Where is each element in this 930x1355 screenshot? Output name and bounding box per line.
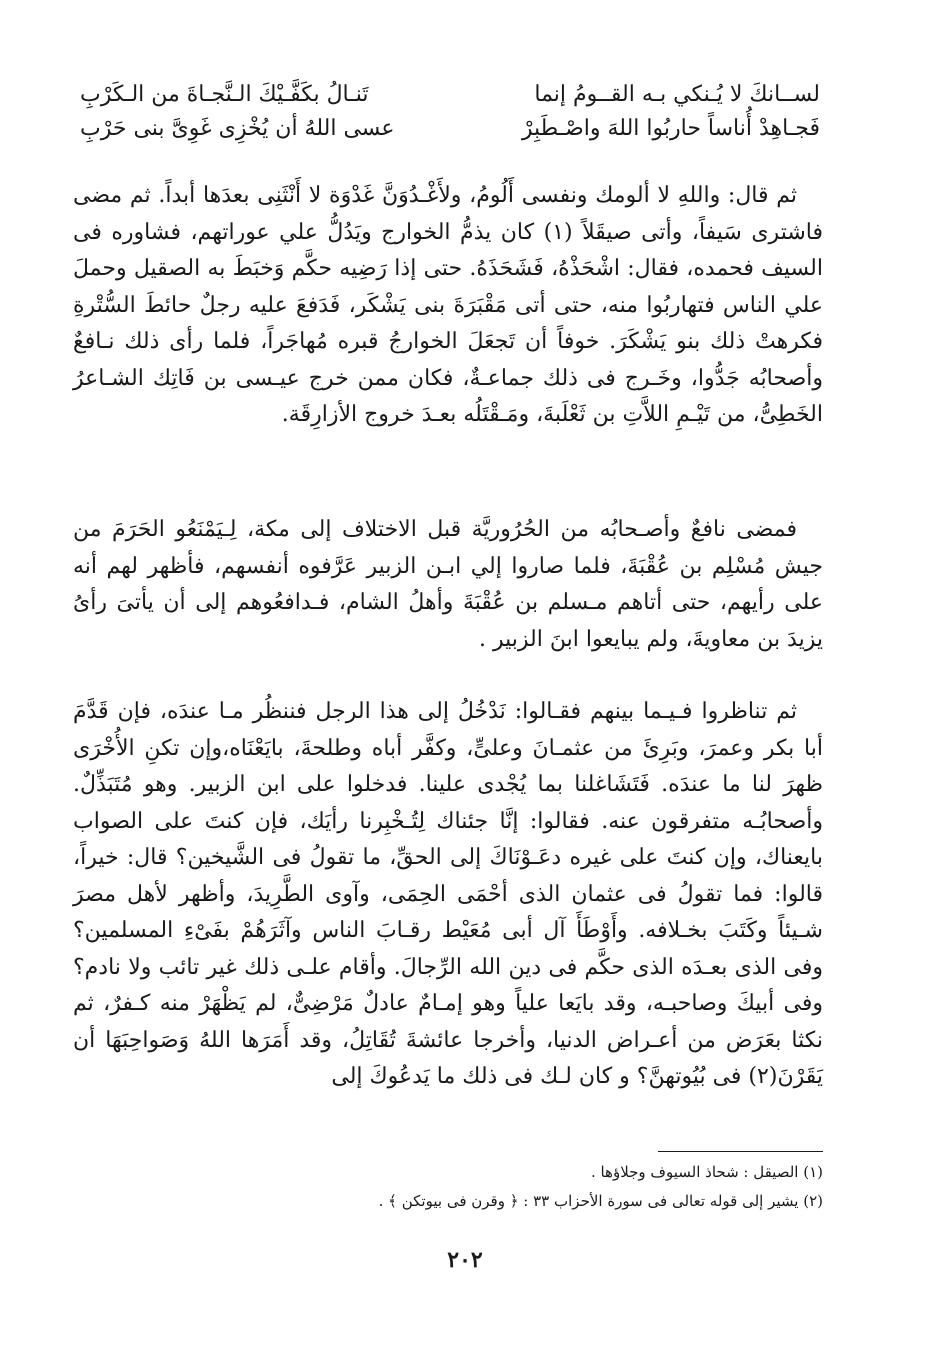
verse-line — [80, 78, 820, 112]
footnote: (٢) يشير إلى قوله تعالى فى سورة الأحزاب ٣٣ : ﴿ وقرن فى بيوتكن ﴾ . — [378, 1192, 823, 1210]
body-paragraph: ثم قال: واللهِ لا ألومك ونفسى أَلُومُ، ولأَغْـدُوَنَّ غَدْوَة لا أَنْثَنِى بعدَها أبداً. ثم مضى فاشترى سَيفاً، وأتى صيقَلاً (١) كان يذمُّ الخوارج ويَدُلُّ علي عوراتهم، فشاوره فى السيف فحمده، فقال: اشْحَذْهُ، فَشَحَذَهُ. حتى إذا رَضِيه حكَّم وَخبَطَ به الصقيل وحملَ علي الناس فتهاربُوا منه، حتى أتى مَقْبَرَةَ بنى يَشْكَر، فَدَفعَ عليه رجلٌ حائطَ السُّتْرةِ فكرهتْ ذلك بنو يَشْكَرَ. خوفاً أن تَجعَلَ الخوارجُ قبره مُهاجَراً، فلما رأى ذلك نـافعٌ وأصحابُه جَدُّوا، وخَـرج فى ذلك جماعـةٌ، فكان ممن خرج عيـسى بن فَاتِك الشـاعرُ الخَطِىُّ، من تَيْـمِ اللاَّتِ بن ثَعْلَبةَ، ومَـقْتَلُه بعـدَ خروج الأزارِقَة. — [73, 183, 823, 427]
body-paragraph: فمضى نافعٌ وأصـحابُه من الحُرُوريَّة قبل الاختلاف إلى مكة، لِـيَمْنَعُو الحَرَمَ من جيش مُسْلِم بن عُقْبَةَ، فلما صاروا إلي ابـن الزبير عَرَّفوه أنفسهم، فأظهر لهم أنه على رأيهم، حتى أتاهم مـسلم بن عُقْبَةَ وأهلُ الشام، فـدافعُوهم إلى أن يأتىَ رأىُ يزيدَ بن معاويةَ، ولم يبايعوا ابنَ الزبير . — [73, 517, 823, 652]
poem-verses — [80, 78, 820, 146]
footnote: (١) الصيقل : شحاذ السيوف وجلاؤها . — [590, 1163, 823, 1181]
verse-second-hemistich: تَنـالُ بكَفَّـيْكَ الـنَّجـاةَ من الـكَرْبِ — [80, 82, 369, 107]
verse-first-hemistich: لســانكَ لا يُـنكي بـه القــومُ إنما — [534, 82, 820, 107]
body-paragraph: ثم تناظروا فـيـما بينهم فقـالوا: نَدْخُلُ إلى هذا الرجل فننظُر مـا عندَه، فإن قَدَّمَ أبا بكر وعمرَ، وبَرِئَ من عثمـانَ وعلىٍّ، وكفَّر أباه وطلحةَ، بايَعْنَاه،وإن تكنِ الأُخْرَى ظهرَ لنا ما عندَه. فَتَشَاغلنا بما يُجْدى علينا. فدخلوا على ابن الزبير. وهو مُتَبَذِّلٌ. وأصحابُـه متفرقون عنه. فقالوا: إنَّا جئناك لِتُـخْبِرنا رأيَك، فإن كنتَ على الصواب بايعناك، وإن كنتَ على غيره دعَـوْنَاكَ إلى الحقِّ، ما تقولُ فى الشَّيخين؟ قال: خيراً، قالوا: فما تقولُ فى عثمان الذى أحْمَى الحِمَى، وآوى الطَّرِيدَ، وأظهر لأهل مصرَ شـيئاً وكَتَبَ بخـلافه. وأَوْطَأَ آل أبى مُعَيْط رقـابَ الناس وآثَرَهُمْ بفَىْءِ المسلمين؟ وفى الذى بعـدَه الذى حكَّم فى دين الله الرِّجالَ. وأقام علـى ذلك غير تائب ولا نادم؟ وفى أبيكَ وصاحبـه، وقد بايَعا علياً وهو إمـامٌ عادلٌ مَرْضِىٌّ، لم يَظْهَرْ منه كـفرٌ، ثم نكثا بعَرَض من أعـراض الدنيا، وأخرجا عائشةَ تُقَاتِلُ، وقد أَمَرَها اللهُ وَصَواحِبَهَا أن يَقَرْنَ(٢) فى بُيُوتهنَّ؟ و كان لـك فى ذلك ما يَدعُوكَ إلى — [73, 699, 823, 1089]
footnote-separator — [658, 1151, 823, 1152]
verse-line — [80, 112, 820, 146]
verse-first-hemistich: فَجـاهِدْ أُناساً حاربُوا اللهَ واصْـطَبِرْ — [521, 116, 820, 141]
page-number: ٢٠٢ — [447, 1247, 483, 1273]
verse-second-hemistich: عسى اللهُ أن يُخْزِى غَوِىَّ بنى حَرْبِ — [80, 116, 395, 141]
footnotes — [180, 1158, 823, 1216]
